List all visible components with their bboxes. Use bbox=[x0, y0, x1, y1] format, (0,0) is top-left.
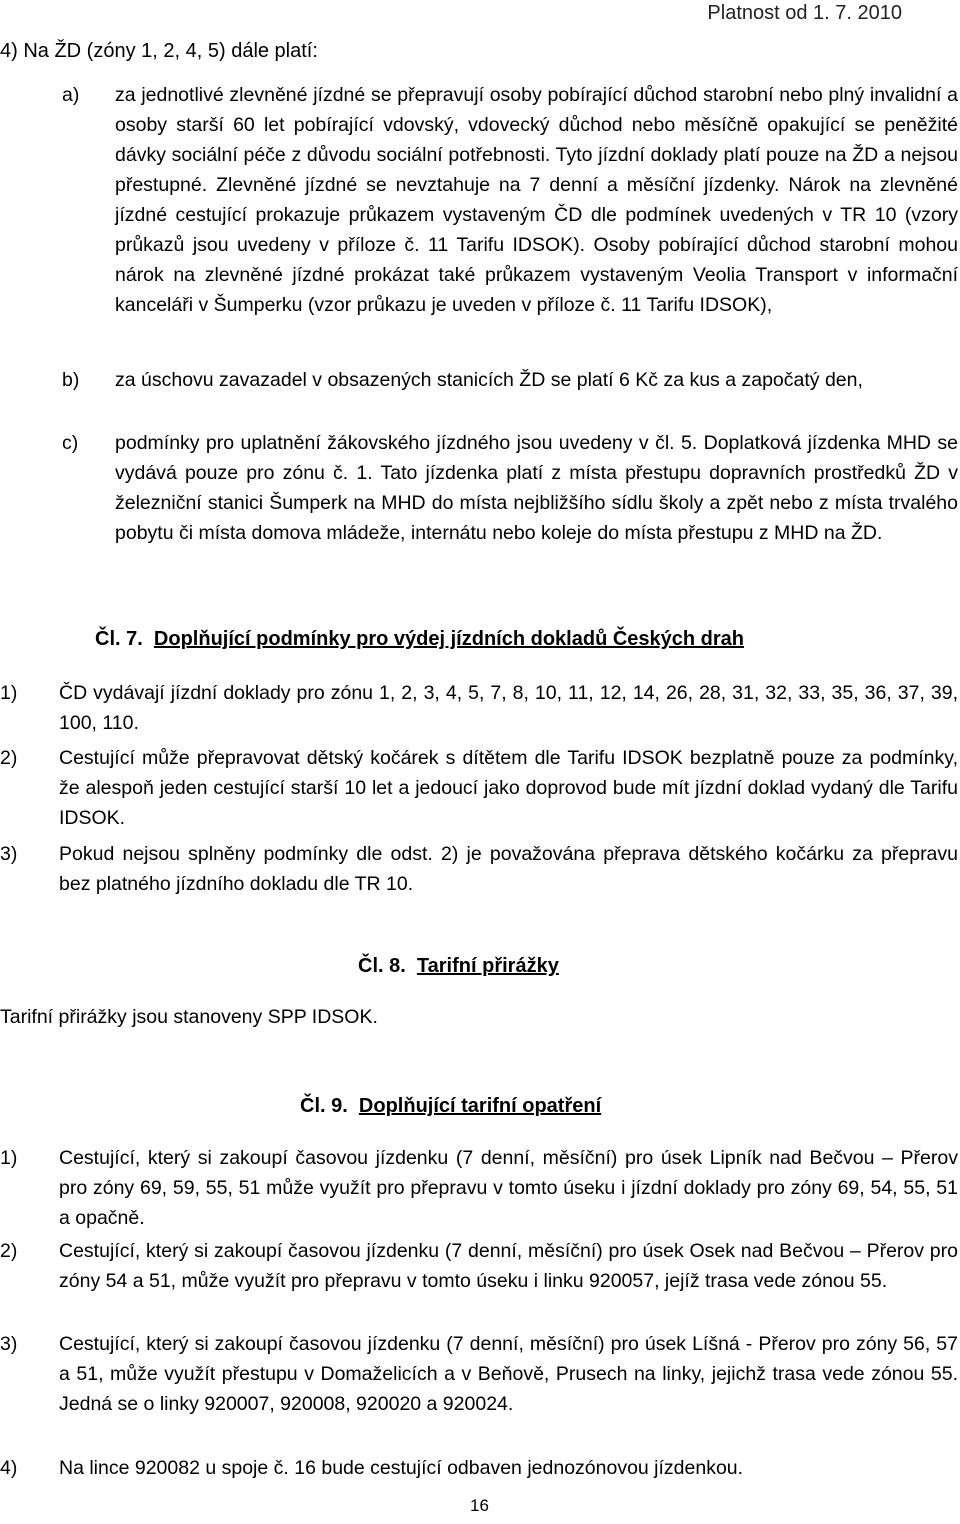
item-label: 4) bbox=[0, 1457, 18, 1479]
item-label: 2) bbox=[0, 1240, 18, 1262]
article-number: Čl. 8. bbox=[358, 955, 406, 977]
article-7-heading bbox=[95, 628, 744, 651]
item-text: za jednotlivé zlevněné jízdné se přepravují osoby pobírající důchod starobní nebo plný invalidní a osoby starší 60 let pobírající vdovský, vdovecký důchod nebo měsíčně opakující se peněžité dávky sociální péče z důvodu sociální potřebnosti. Tyto jízdní doklady platí pouze na ŽD a nejsou přestupné. Zlevněné jízdné se nevztahuje na 7 denní a měsíční jízdenky. Nárok na zlevněné jízdné cestující prokazuje průkazem vystaveným ČD dle podmínek uvedených v TR 10 (vzory průkazů jsou uvedeny v příloze č. 11 Tarifu IDSOK). Osoby pobírající důchod starobní mohou nárok na zlevněné jízdné prokázat také průkazem vystaveným Veolia Transport v informační kanceláři v Šumperku (vzor průkazu je uveden v příloze č. 11 Tarifu IDSOK), bbox=[115, 84, 958, 316]
list-item bbox=[0, 1143, 958, 1233]
item-label: c) bbox=[62, 432, 79, 454]
item-text: za úschovu zavazadel v obsazených stanicích ŽD se platí 6 Kč za kus a započatý den, bbox=[115, 369, 863, 391]
article-8-heading bbox=[358, 955, 559, 978]
item-text: Cestující, který si zakoupí časovou jízdenku (7 denní, měsíční) pro úsek Líšná - Přerov pro zóny 56, 57 a 51, může využít přestupu v Domaželicích a v Beňově, Prusech na linky, jejichž trasa vede zónou 55. Jedná se o linky 920007, 920008, 920020 a 920024. bbox=[59, 1333, 958, 1415]
article-number: Čl. 7. bbox=[95, 628, 143, 650]
item-label: a) bbox=[62, 84, 80, 106]
page-number: 16 bbox=[470, 1496, 489, 1515]
article-title: Doplňující tarifní opatření bbox=[358, 1095, 602, 1117]
item-label: 1) bbox=[0, 1147, 18, 1169]
item-text: Cestující může přepravovat dětský kočárek s dítětem dle Tarifu IDSOK bezplatně pouze za podmínky, že alespoň jeden cestující starší 10 let a jedoucí jako doprovod bude mít jízdní doklad vydaný dle Tarifu IDSOK. bbox=[59, 747, 958, 829]
item-label: 3) bbox=[0, 1333, 18, 1355]
item-text: ČD vydávají jízdní doklady pro zónu 1, 2, 3, 4, 5, 7, 8, 10, 11, 12, 14, 26, 28, 31, 32, 33, 35, 36, 37, 39, 100, 110. bbox=[59, 682, 958, 734]
list-item bbox=[0, 1453, 958, 1483]
list-item bbox=[0, 839, 958, 899]
section-4-title: 4) Na ŽD (zóny 1, 2, 4, 5) dále platí: bbox=[0, 40, 318, 62]
article-9-heading bbox=[300, 1095, 601, 1118]
list-item bbox=[0, 743, 958, 833]
article-number: Čl. 9. bbox=[300, 1095, 348, 1117]
item-text: Cestující, který si zakoupí časovou jízdenku (7 denní, měsíční) pro úsek Lipník nad Bečvou – Přerov pro zóny 69, 59, 55, 51 může využít pro přepravu v tomto úseku i jízdní doklady pro zóny 69, 54, 55, 51 a opačně. bbox=[59, 1147, 958, 1229]
item-label: b) bbox=[62, 369, 80, 391]
article-8-text: Tarifní přirážky jsou stanoveny SPP IDSOK. bbox=[0, 1006, 378, 1028]
list-item bbox=[0, 1236, 958, 1296]
list-item bbox=[62, 80, 958, 320]
list-item bbox=[62, 428, 958, 548]
list-item bbox=[62, 365, 958, 395]
item-text: Pokud nejsou splněny podmínky dle odst. 2) je považována přeprava dětského kočárku za přepravu bez platného jízdního dokladu dle TR 10. bbox=[59, 843, 958, 895]
item-label: 3) bbox=[0, 843, 18, 865]
article-title: Doplňující podmínky pro výdej jízdních dokladů Českých drah bbox=[153, 628, 745, 650]
list-item bbox=[0, 678, 958, 738]
item-label: 1) bbox=[0, 682, 18, 704]
article-title: Tarifní přirážky bbox=[416, 955, 559, 977]
validity-date: Platnost od 1. 7. 2010 bbox=[707, 2, 902, 24]
item-text: Cestující, který si zakoupí časovou jízdenku (7 denní, měsíční) pro úsek Osek nad Bečvou – Přerov pro zóny 54 a 51, může využít pro přepravu v tomto úseku i linku 920057, jejíž trasa vede zónou 55. bbox=[59, 1240, 958, 1292]
item-text: Na lince 920082 u spoje č. 16 bude cestující odbaven jednozónovou jízdenkou. bbox=[59, 1457, 744, 1479]
item-label: 2) bbox=[0, 747, 18, 769]
list-item bbox=[0, 1329, 958, 1419]
item-text: podmínky pro uplatnění žákovského jízdného jsou uvedeny v čl. 5. Doplatková jízdenka MHD se vydává pouze pro zónu č. 1. Tato jízdenka platí z místa přestupu dopravních prostředků ŽD v železniční stanici Šumperk na MHD do místa nejbližšího sídlu školy a zpět nebo z místa trvalého pobytu či místa domova mládeže, internátu nebo koleje do místa přestupu z MHD na ŽD. bbox=[115, 432, 958, 544]
